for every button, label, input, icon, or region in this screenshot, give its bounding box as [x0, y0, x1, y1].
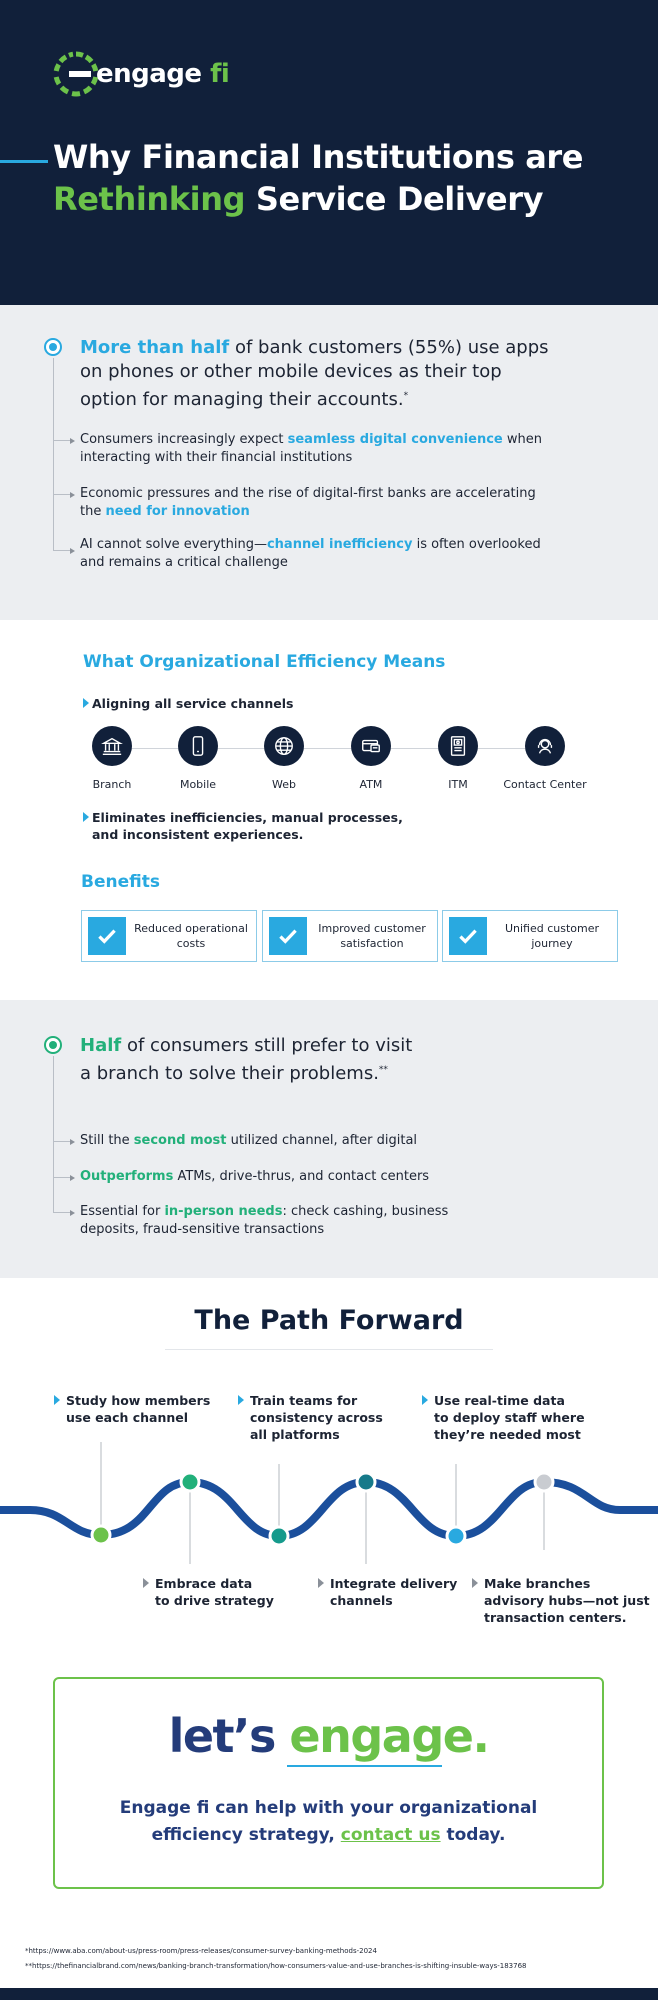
channel-label: ATM [359, 778, 383, 791]
cta-box [53, 1677, 604, 1889]
channel-label: Branch [92, 778, 132, 791]
mobile-stat-lead: More than half of bank customers (55%) use apps on phones or other mobile devices as their top option for managing their accounts.* [80, 337, 549, 410]
path-wave-graphic [0, 1430, 658, 1580]
triangle-bullet-icon [54, 1395, 60, 1405]
benefit-text: Unified customer journey [504, 922, 600, 950]
benefit-text: Reduced operational costs [134, 922, 248, 950]
title-line-1: Why Financial Institutions are [53, 138, 584, 176]
aligning-channels-label: Aligning all service channels [92, 696, 294, 711]
convenience-point: Consumers increasingly expect seamless digital convenience when interacting with their financial institutions [80, 432, 543, 465]
arrow-icon [70, 492, 75, 498]
branch-line [53, 1141, 71, 1142]
milestone-dot [92, 1526, 110, 1544]
step-embrace-data: Embrace data to drive strategy [155, 1575, 274, 1609]
mobile-icon [178, 726, 218, 766]
triangle-bullet-icon [422, 1395, 428, 1405]
second-most-point: Still the second most utilized channel, after digital [80, 1133, 418, 1148]
checkmark-icon [88, 917, 126, 955]
outperforms-point: Outperforms ATMs, drive-thrus, and contact centers [80, 1169, 430, 1184]
channel-contact-center [490, 726, 600, 791]
innovation-point: Economic pressures and the rise of digital-first banks are accelerating the need for innovation [80, 486, 536, 519]
title-divider [165, 1349, 493, 1350]
channel-label: Mobile [179, 778, 217, 791]
checkmark-icon [269, 917, 307, 955]
logo-wordmark: engage fi [96, 59, 230, 89]
itm-icon [438, 726, 478, 766]
footnote-aba[interactable]: *https://www.aba.com/about-us/press-room/press-releases/consumer-survey-banking-methods-2024 [25, 1947, 377, 1955]
efficiency-title: What Organizational Efficiency Means [83, 652, 446, 672]
step-real-time-data: Use real-time data to deploy staff where they’re needed most [434, 1392, 585, 1443]
triangle-bullet-icon [83, 698, 89, 708]
benefit-card [262, 910, 438, 962]
eliminates-label: Eliminates inefficiencies, manual processes, and inconsistent experiences. [92, 810, 403, 842]
arrow-icon [70, 438, 75, 444]
milestone-dot [181, 1473, 199, 1491]
page-title [53, 136, 583, 220]
milestone-dot [535, 1473, 553, 1491]
channel-label: Contact Center [503, 778, 587, 791]
step-integrate-channels: Integrate delivery channels [330, 1575, 457, 1609]
cta-message: Engage fi can help with your organizational efficiency strategy, contact us today. [119, 1798, 538, 1845]
contact-us-link[interactable]: contact us [340, 1825, 441, 1845]
branch-line [53, 550, 71, 551]
checkmark-icon [449, 917, 487, 955]
triangle-bullet-icon [143, 1578, 149, 1588]
branch-stat-lead: Half of consumers still prefer to visit a branch to solve their problems.** [80, 1035, 413, 1084]
path-forward-title: The Path Forward [194, 1305, 464, 1336]
headset-icon [525, 726, 565, 766]
engage-fi-logo[interactable] [52, 50, 229, 98]
header-banner [0, 0, 658, 305]
stat-connector-line [53, 358, 54, 551]
benefit-text: Improved customer satisfaction [318, 922, 426, 950]
triangle-bullet-icon [472, 1578, 478, 1588]
ai-point: AI cannot solve everything—channel inefficiency is often overlooked and remains a critical challenge [80, 537, 541, 570]
step-advisory-hubs: Make branches advisory hubs—not just transaction centers. [484, 1575, 650, 1626]
benefits-title: Benefits [81, 872, 160, 892]
footer-bar [0, 1988, 658, 2000]
in-person-point: Essential for in-person needs: check cashing, business deposits, fraud-sensitive transactions [80, 1204, 449, 1237]
title-accent-line [0, 160, 48, 163]
stat-connector-line [53, 1056, 54, 1212]
triangle-bullet-icon [238, 1395, 244, 1405]
benefit-card [81, 910, 257, 962]
bank-icon [92, 726, 132, 766]
channel-label: Web [272, 778, 296, 791]
milestone-dot [357, 1473, 375, 1491]
branch-stats-section [0, 1000, 658, 1278]
logo-ring-icon [52, 50, 100, 98]
benefit-card [442, 910, 618, 962]
arrow-icon [70, 548, 75, 554]
branch-line [53, 494, 71, 495]
branch-line [53, 1177, 71, 1178]
milestone-dot [447, 1527, 465, 1545]
stat-bullet-icon [44, 1036, 62, 1054]
engage-underline [287, 1765, 442, 1767]
branch-line [53, 440, 71, 441]
lets-engage-heading: let’s engage. [168, 1709, 489, 1763]
step-study-members: Study how members use each channel [66, 1392, 210, 1426]
stat-bullet-icon [44, 338, 62, 356]
triangle-bullet-icon [83, 812, 89, 822]
triangle-bullet-icon [318, 1578, 324, 1588]
globe-icon [264, 726, 304, 766]
branch-line [53, 1212, 71, 1213]
step-train-teams: Train teams for consistency across all platforms [250, 1392, 383, 1443]
channel-label: ITM [448, 778, 468, 791]
milestone-dot [270, 1527, 288, 1545]
arrow-icon [70, 1139, 75, 1145]
mobile-stats-section [0, 305, 658, 620]
footnote-financial-brand[interactable]: **https://thefinancialbrand.com/news/banking-branch-transformation/how-consumers-value-and-use-branches-is-shifting-insuble-ways-183768 [25, 1962, 527, 1970]
atm-card-icon [351, 726, 391, 766]
title-line-2: Rethinking Service Delivery [53, 180, 544, 218]
arrow-icon [70, 1210, 75, 1216]
arrow-icon [70, 1175, 75, 1181]
